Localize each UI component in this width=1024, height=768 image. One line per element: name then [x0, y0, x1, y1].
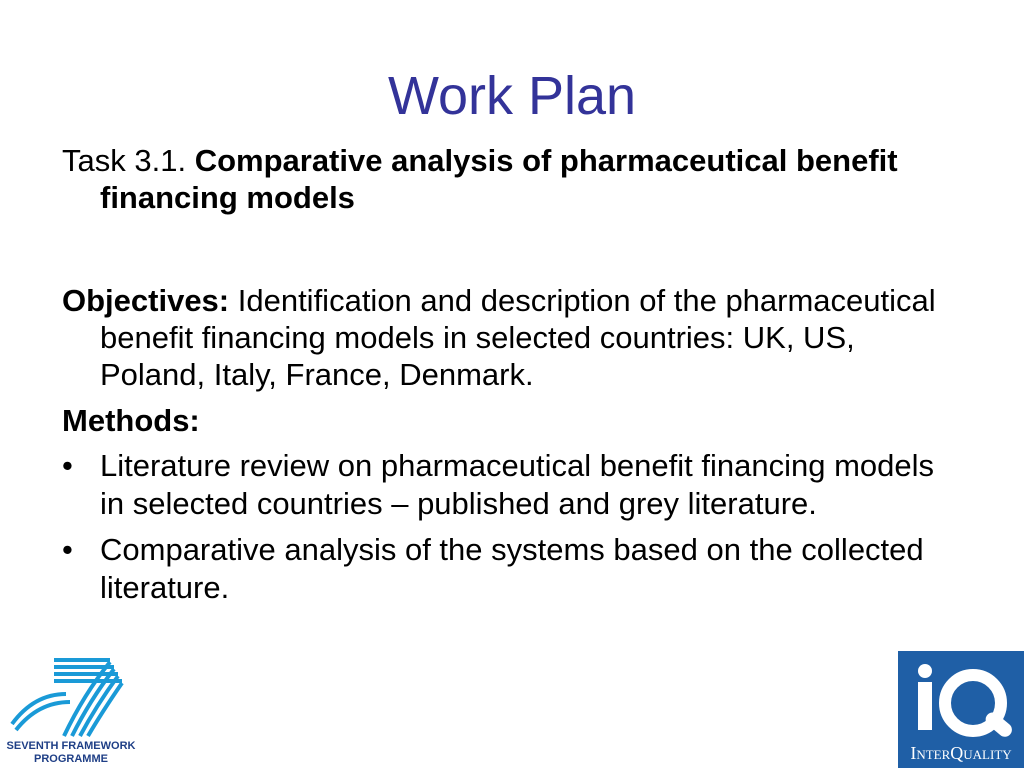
task-prefix: Task 3.1. — [62, 143, 195, 178]
fp7-line1: SEVENTH FRAMEWORK — [6, 740, 136, 752]
objectives-text: Identification and description of the pharmaceutical benefit financing models in selected countries: UK, US, Poland, Italy, France, Denmark. — [100, 283, 936, 392]
task-heading — [62, 142, 962, 216]
slide-title: Work Plan — [387, 66, 637, 126]
fp7-line2: PROGRAMME — [34, 753, 108, 765]
methods-list — [62, 447, 962, 607]
task-name: Comparative analysis of pharmaceutical benefit financing models — [100, 143, 898, 215]
fp7-logo — [4, 654, 138, 766]
list-item-text: Literature review on pharmaceutical benefit financing models in selected countries – published and grey literature. — [100, 448, 935, 521]
objectives-paragraph — [62, 282, 962, 393]
methods-heading — [62, 402, 962, 439]
slide-body — [62, 142, 962, 615]
list-item — [62, 447, 962, 523]
objectives-label: Objectives: — [62, 283, 230, 318]
interquality-name: INTERQUALITY — [910, 743, 1012, 763]
methods-label: Methods: — [62, 403, 200, 438]
interquality-logo — [898, 651, 1024, 768]
bullet-icon: • — [62, 532, 73, 567]
bullet-icon: • — [62, 448, 73, 483]
list-item — [62, 531, 962, 607]
list-item-text: Comparative analysis of the systems based on the collected literature. — [100, 532, 924, 605]
